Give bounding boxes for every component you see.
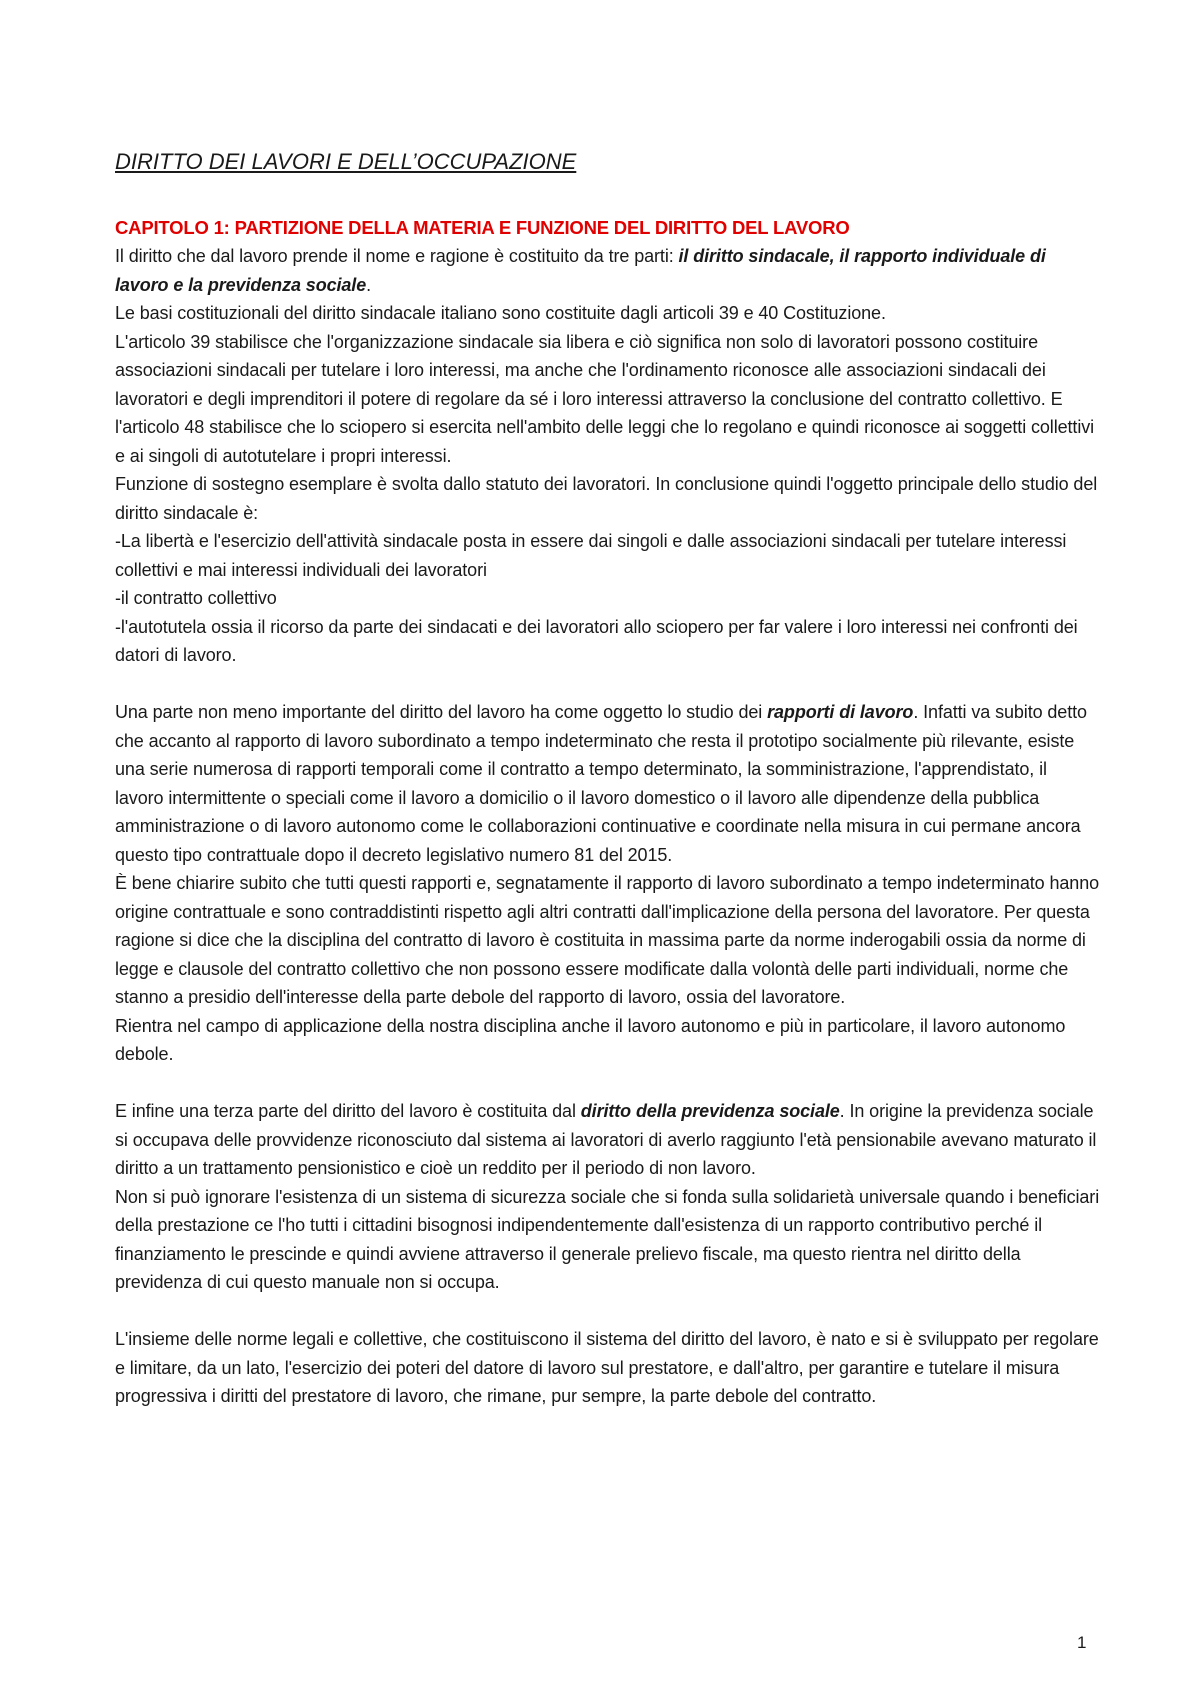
paragraph xyxy=(115,698,1100,869)
page-number: 1 xyxy=(1077,1633,1087,1652)
paragraph xyxy=(115,242,1100,299)
page-content xyxy=(115,148,1100,1411)
text-run: . Infatti va subito detto che accanto al rapporto di lavoro subordinato a tempo indeterminato che resta il prototipo socialmente più rilevante, esiste una serie numerosa di rapporti temporali come il contratto a tempo determinato, la somministrazione, l'apprendistato, il lavoro intermittente o speciali come il lavoro a domicilio o il lavoro domestico o il lavoro alle dipendenze della pubblica amministrazione o di lavoro autonomo come le collaborazioni continuative e coordinate nella misura in cui permane ancora questo tipo contrattuale dopo il decreto legislativo numero 81 del 2015. xyxy=(115,702,1087,865)
paragraph xyxy=(115,1097,1100,1183)
paragraph-spacer xyxy=(115,1297,1100,1326)
list-item: -La libertà e l'esercizio dell'attività sindacale posta in essere dai singoli e dalle associazioni sindacali per tutelare interessi collettivi e mai interessi individuali dei lavoratori xyxy=(115,531,1067,580)
text-run: E infine una terza parte del diritto del lavoro è costituita dal xyxy=(115,1101,581,1121)
emphasis-text: rapporti di lavoro xyxy=(767,702,914,722)
document-title: DIRITTO DEI LAVORI E DELL’OCCUPAZIONE xyxy=(115,149,577,174)
text-run: Il diritto che dal lavoro prende il nome e ragione è costituito da tre parti: xyxy=(115,246,679,266)
paragraph: L'insieme delle norme legali e collettive, che costituiscono il sistema del diritto del lavoro, è nato e si è sviluppato per regolare e limitare, da un lato, l'esercizio dei poteri del datore di lavoro sul prestatore, e dall'altro, per garantire e tutelare il misura progressiva i diritti del prestatore di lavoro, che rimane, pur sempre, la parte debole del contratto. xyxy=(115,1329,1099,1406)
list-item: -il contratto collettivo xyxy=(115,588,277,608)
paragraph: Rientra nel campo di applicazione della nostra disciplina anche il lavoro autonomo e più in particolare, il lavoro autonomo debole. xyxy=(115,1015,1066,1064)
paragraph: Funzione di sostegno esemplare è svolta dallo statuto dei lavoratori. In conclusione quindi l'oggetto principale dello studio del diritto sindacale è: xyxy=(115,474,1098,523)
text-run: . xyxy=(366,274,372,295)
list-item: -l'autotutela ossia il ricorso da parte dei sindacati e dei lavoratori allo sciopero per far valere i loro interessi nei confronti dei datori di lavoro. xyxy=(115,616,1078,665)
paragraph-spacer xyxy=(115,670,1100,699)
paragraph: Le basi costituzionali del diritto sindacale italiano sono costituite dagli articoli 39 e 40 Costituzione. xyxy=(115,303,886,323)
emphasis-text: il diritto sindacale, il rapporto individuale di lavoro e la previdenza sociale xyxy=(115,246,1046,295)
text-run: . In origine la previdenza sociale si occupava delle provvidenze riconosciuto dal sistema ai lavoratori di averlo raggiunto l'età pensionabile avevano maturato il diritto a un trattamento pensionistico e cioè un reddito per il periodo di non lavoro. xyxy=(115,1101,1097,1178)
paragraph: L'articolo 39 stabilisce che l'organizzazione sindacale sia libera e ciò significa non solo di lavoratori possono costituire associazioni sindacali per tutelare i loro interessi, ma anche che l'ordinamento riconosce alle associazioni sindacali dei lavoratori e degli imprenditori il potere di regolare da sé i loro interessi attraverso la conclusione del contratto collettivo. E l'articolo 48 stabilisce che lo sciopero si esercita nell'ambito delle leggi che lo regolano e quindi riconosce ai soggetti collettivi e ai singoli di autotutelare i propri interessi. xyxy=(115,331,1095,466)
emphasis-text: diritto della previdenza sociale xyxy=(580,1101,840,1121)
paragraph: È bene chiarire subito che tutti questi rapporti e, segnatamente il rapporto di lavoro subordinato a tempo indeterminato hanno origine contrattuale e sono contraddistinti rispetto agli altri contratti dall'implicazione della persona del lavoratore. Per questa ragione si dice che la disciplina del contratto di lavoro è costituita in massima parte da norme inderogabili ossia da norme di legge e clausole del contratto collettivo che non possono essere modificate dalla volontà delle parti individuali, norme che stanno a presidio dell'interesse della parte debole del rapporto di lavoro, ossia del lavoratore. xyxy=(115,873,1100,1007)
chapter-title: CAPITOLO 1: PARTIZIONE DELLA MATERIA E FUNZIONE DEL DIRITTO DEL LAVORO xyxy=(115,217,850,238)
paragraph: Non si può ignorare l'esistenza di un sistema di sicurezza sociale che si fonda sulla solidarietà universale quando i beneficiari della prestazione ce l'ho tutti i cittadini bisognosi indipendentemente dall'esistenza di un rapporto contributivo perché il finanziamento le prescinde e quindi avviene attraverso il generale prelievo fiscale, ma questo rientra nel diritto della previdenza di cui questo manuale non si occupa. xyxy=(115,1186,1100,1292)
text-run: Una parte non meno importante del diritto del lavoro ha come oggetto lo studio dei xyxy=(115,702,768,722)
paragraph-spacer xyxy=(115,1069,1100,1098)
